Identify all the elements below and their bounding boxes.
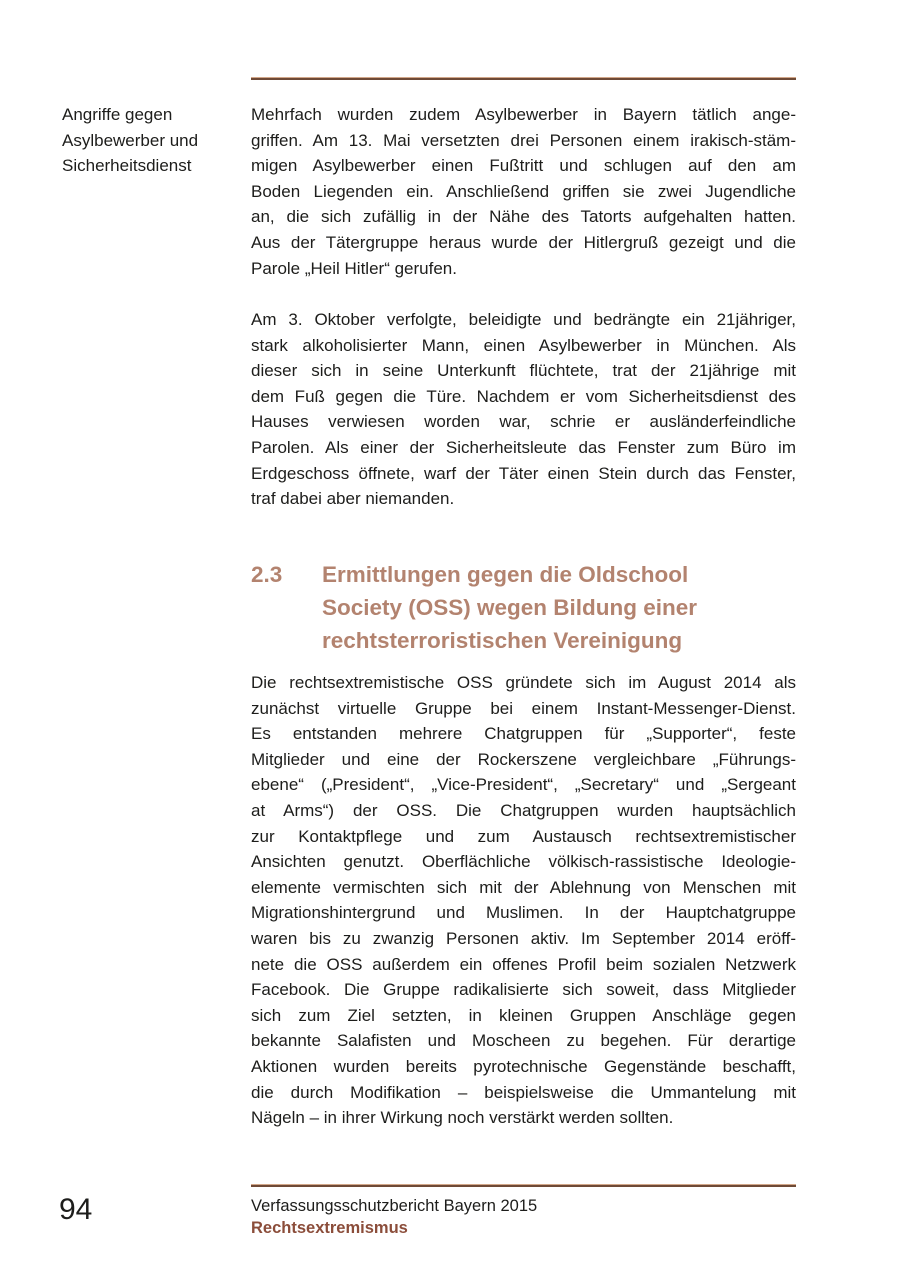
text-line: Aktionen wurden bereits pyrotechnische Gegenstände beschafft,	[251, 1056, 796, 1076]
text-line: Mitglieder und eine der Rockerszene vergleichbare „Führungs-	[251, 749, 796, 769]
paragraph-attacks-may	[251, 102, 796, 281]
section-number: 2.3	[251, 562, 283, 587]
text-line: traf dabei aber niemanden.	[251, 489, 455, 509]
text-line: Society (OSS) wegen Bildung einer	[322, 595, 698, 620]
text-line: zur Kontaktpflege und zum Austausch rechtsextremistischer	[251, 826, 796, 846]
text-line: Boden Liegenden ein. Anschließend griffen sie zwei Jugendliche	[251, 181, 796, 201]
text-line: an, die sich zufällig in der Nähe des Tatorts aufgehalten hatten.	[251, 207, 796, 227]
text-line: dem Fuß gegen die Türe. Nachdem er vom Sicherheitsdienst des	[251, 386, 796, 406]
text-line: Parolen. Als einer der Sicherheitsleute das Fenster zum Büro im	[251, 437, 796, 457]
paragraph-oss	[251, 670, 796, 1131]
text-line: griffen. Am 13. Mai versetzten drei Personen einem irakisch-stäm-	[251, 130, 796, 150]
text-line: at Arms“) der OSS. Die Chatgruppen wurden hauptsächlich	[251, 800, 796, 820]
text-line: Ermittlungen gegen die Oldschool	[322, 562, 689, 587]
text-line: Aus der Tätergruppe heraus wurde der Hitlergruß gezeigt und die	[251, 232, 796, 252]
text-line: Sicherheitsdienst	[62, 156, 192, 176]
text-line: Erdgeschoss öffnete, warf der Täter einen Stein durch das Fenster,	[251, 463, 796, 483]
text-line: Mehrfach wurden zudem Asylbewerber in Bayern tätlich ange-	[251, 105, 796, 124]
text-line: elemente vermischten sich mit der Ablehnung von Menschen mit	[251, 877, 796, 897]
footer-report-title: Verfassungsschutzbericht Bayern 2015	[251, 1197, 538, 1215]
text-line: zunächst virtuelle Gruppe bei einem Instant-Messenger-Dienst.	[251, 698, 796, 718]
text-line: Hauses verwiesen worden war, schrie er ausländerfeindliche	[251, 412, 796, 432]
margin-note	[62, 102, 247, 179]
paragraph-attacks-october	[251, 307, 796, 512]
text-line: die durch Modifikation – beispielsweise die Ummantelung mit	[251, 1082, 796, 1102]
bottom-rule	[251, 1184, 796, 1187]
text-line: migen Asylbewerber einen Fußtritt und schlugen auf den am	[251, 156, 796, 176]
text-line: Ansichten genutzt. Oberflächliche völkisch-rassistische Ideologie-	[251, 852, 796, 872]
footer-chapter-label: Rechtsextremismus	[251, 1218, 408, 1237]
text-line: Facebook. Die Gruppe radikalisierte sich soweit, dass Mitglieder	[251, 980, 796, 1000]
text-line: stark alkoholisierter Mann, einen Asylbewerber in München. Als	[251, 335, 796, 355]
text-line: Migrationshintergrund und Muslimen. In der Hauptchatgruppe	[251, 903, 796, 923]
text-line: Asylbewerber und	[62, 130, 199, 150]
page-number: 94	[59, 1193, 93, 1226]
section-title	[322, 558, 811, 657]
text-line: Angriffe gegen	[62, 105, 173, 124]
footer	[251, 1196, 537, 1239]
text-line: bekannte Salafisten und Moscheen zu begehen. Für derartige	[251, 1031, 796, 1051]
text-line: Nägeln – in ihrer Wirkung noch verstärkt werden sollten.	[251, 1108, 674, 1128]
text-line: dieser sich in seine Unterkunft flüchtete, trat der 21jährige mit	[251, 361, 796, 381]
top-rule	[251, 77, 796, 80]
text-line: Es entstanden mehrere Chatgruppen für „Supporter“, feste	[251, 724, 796, 744]
section-heading	[251, 558, 811, 657]
text-line: rechtsterroristischen Vereinigung	[322, 628, 683, 653]
text-line: Die rechtsextremistische OSS gründete sich im August 2014 als	[251, 673, 796, 692]
text-line: Am 3. Oktober verfolgte, beleidigte und bedrängte ein 21jähriger,	[251, 310, 796, 329]
text-line: waren bis zu zwanzig Personen aktiv. Im September 2014 eröff-	[251, 928, 796, 948]
text-line: nete die OSS außerdem ein offenes Profil beim sozialen Netzwerk	[251, 954, 796, 974]
text-line: ebene“ („President“, „Vice-President“, „Secretary“ und „Sergeant	[251, 775, 796, 795]
text-line: Parole „Heil Hitler“ gerufen.	[251, 258, 457, 278]
text-line: sich zum Ziel setzten, in kleinen Gruppen Anschläge gegen	[251, 1005, 796, 1025]
